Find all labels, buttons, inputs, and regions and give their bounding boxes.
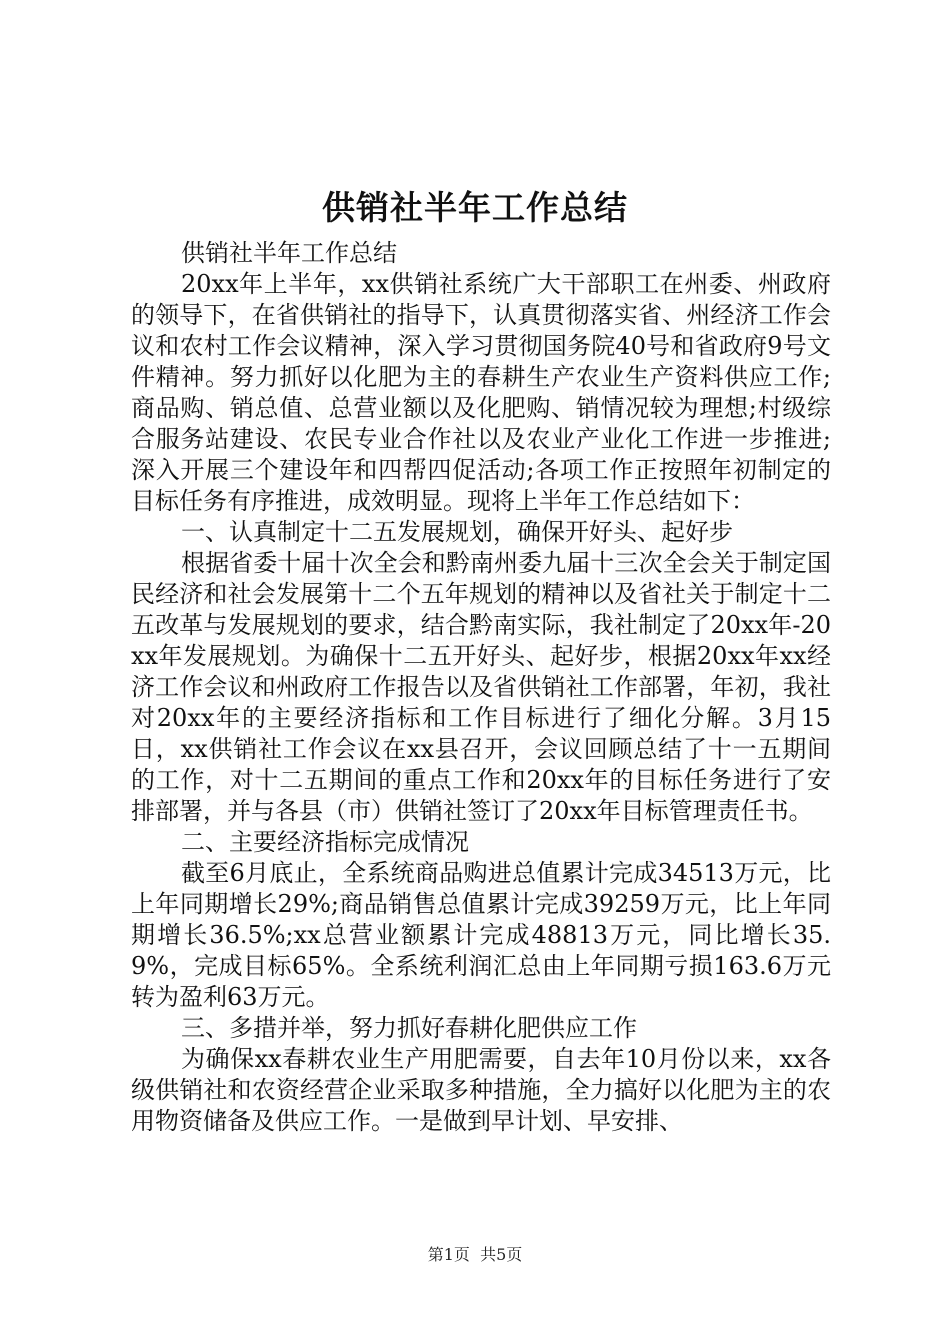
section-1-paragraph: 根据省委十届十次全会和黔南州委九届十三次全会关于制定国民经济和社会发展第十二个五年规划的精神以及省社关于制定十二五改革与发展规划的要求，结合黔南实际，我社制定了20xx年-20xx年发展规划。为确保十二五开好头、起好步，根据20xx年xx经济工作会议和州政府工作报告以及省供销社工作部署，年初，我社对20xx年的主要经济指标和工作目标进行了细化分解。3月15日，xx供销社工作会议在xx县召开，会议回顾总结了十一五期间的工作，对十二五期间的重点工作和20xx年的目标任务进行了安排部署，并与各县（市）供销社签订了20xx年目标管理责任书。: [131, 549, 831, 825]
page-total: 共5页: [480, 1245, 523, 1264]
section-2-paragraph: 截至6月底止，全系统商品购进总值累计完成34513万元，比上年同期增长29%;商品销售总值累计完成39259万元，比上年同期增长36.5%;xx总营业额累计完成48813万元，同比增长35.9%，完成目标65%。全系统利润汇总由上年同期亏损163.6万元转为盈利63万元。: [131, 859, 831, 1011]
section-heading-1: 一、认真制定十二五发展规划，确保开好头、起好步: [181, 518, 733, 546]
document-body: [131, 238, 831, 1137]
page-number: 第1页: [427, 1245, 470, 1264]
document-subtitle: 供销社半年工作总结: [181, 239, 397, 267]
section-heading-2: 二、主要经济指标完成情况: [181, 828, 469, 856]
section-3-paragraph: 为确保xx春耕农业生产用肥需要，自去年10月份以来，xx各级供销社和农资经营企业采取多种措施，全力搞好以化肥为主的农用物资储备及供应工作。一是做到早计划、早安排、: [131, 1045, 831, 1135]
intro-paragraph: 20xx年上半年，xx供销社系统广大干部职工在州委、州政府的领导下，在省供销社的指导下，认真贯彻落实省、州经济工作会议和农村工作会议精神，深入学习贯彻国务院40号和省政府9号文件精神。努力抓好以化肥为主的春耕生产农业生产资料供应工作;商品购、销总值、总营业额以及化肥购、销情况较为理想;村级综合服务站建设、农民专业合作社以及农业产业化工作进一步推进;深入开展三个建设年和四帮四促活动;各项工作正按照年初制定的目标任务有序推进，成效明显。现将上半年工作总结如下：: [131, 270, 831, 515]
document-title: 供销社半年工作总结: [322, 188, 628, 227]
section-heading-3: 三、多措并举，努力抓好春耕化肥供应工作: [181, 1014, 637, 1042]
page-footer: [0, 1244, 950, 1266]
